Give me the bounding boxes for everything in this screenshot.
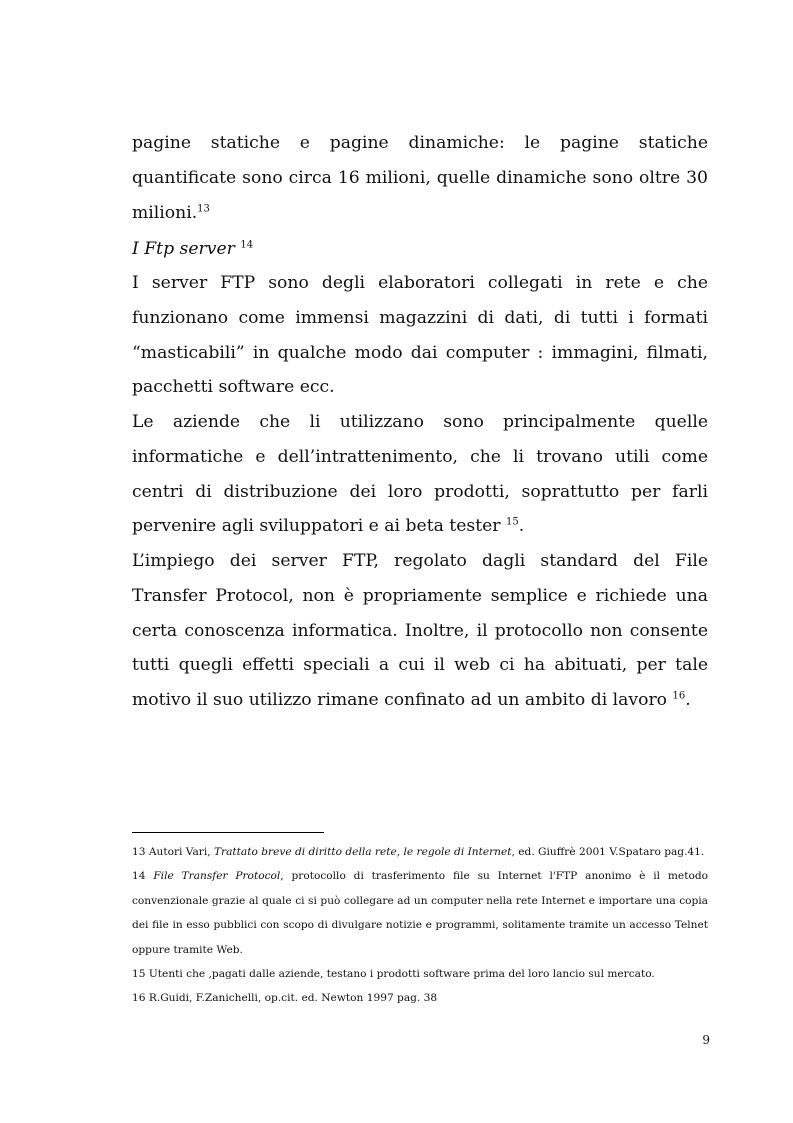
page-number: 9 [702, 1033, 710, 1047]
footnote-italic-title: Trattato breve di diritto della rete, le regole di Internet, [213, 846, 515, 858]
footnote-13 [132, 840, 708, 864]
paragraph-ftp-definition [132, 266, 708, 405]
footnote-ref-14[interactable]: 14 [240, 239, 254, 251]
footnote-italic-title: File Transfer Protocol [153, 870, 281, 883]
section-heading-ftp-server [132, 232, 253, 267]
paragraph-ftp-companies [132, 405, 708, 544]
footnote-ref-15[interactable]: 15 [505, 516, 519, 528]
footnote-text-tail: , protocollo di trasferimento file su Internet l'FTP anonimo è il metodo convenzionale grazie al quale ci si può collegare ad un computer nella rete Internet e importare una copia dei file in esso pubblici con scopo di divulgare notizie e programmi, solitamente tramite un accesso Telnet oppure tramite Web. [132, 870, 708, 956]
section-heading-text: I Ftp server [132, 239, 235, 259]
paragraph-intro-text: pagine statiche e pagine dinamiche: le pagine statiche quantificate sono circa 16 milioni, quelle dinamiche sono oltre 30 milioni. [132, 133, 708, 223]
footnote-text: R.Guidi, F.Zanichelli, op.cit. ed. Newton 1997 pag. 38 [148, 992, 438, 1005]
footnote-number: 14 [132, 870, 146, 883]
paragraph-ftp-usage-tail: . [685, 690, 691, 711]
footnote-number: 16 [132, 992, 146, 1005]
footnote-16 [132, 986, 708, 1010]
paragraph-ftp-companies-text: Le aziende che li utilizzano sono principalmente quelle informatiche e dell’intrattenimento, che li trovano utili come centri di distribuzione dei loro prodotti, soprattutto per farli pervenire agli sviluppatori e ai beta tester [132, 412, 708, 537]
paragraph-ftp-companies-tail: . [518, 516, 525, 537]
footnote-separator [132, 832, 324, 833]
footnotes-list [132, 840, 708, 1011]
footnote-text: Autori Vari, [148, 846, 214, 858]
footnote-ref-13[interactable]: 13 [197, 202, 210, 214]
footnote-14 [132, 864, 708, 962]
paragraph-ftp-usage-text: L’impiego dei server FTP, regolato dagli standard del File Transfer Protocol, non è propriamente semplice e richiede una certa conoscenza informatica. Inoltre, il protocollo non consente tutti quegli effetti speciali a cui il web ci ha abituati, per tale motivo il suo utilizzo rimane confinato ad un ambito di lavoro [132, 551, 708, 711]
footnote-15 [132, 962, 708, 986]
paragraph-intro [132, 126, 708, 230]
footnote-number: 15 [132, 968, 146, 981]
footnote-text: Utenti che ,pagati dalle aziende, testano i prodotti software prima del loro lancio sul mercato. [148, 968, 655, 981]
paragraph-ftp-definition-text: I server FTP sono degli elaboratori collegati in rete e che funzionano come immensi magazzini di dati, di tutti i formati “masticabili” in qualche modo dai computer : immagini, filmati, pacchetti software ecc. [132, 273, 708, 398]
paragraph-ftp-usage [132, 544, 708, 718]
footnote-number: 13 [132, 846, 146, 858]
footnote-text-tail: ed. Giuffrè 2001 V.Spataro pag.41. [514, 846, 705, 858]
footnote-ref-16[interactable]: 16 [672, 690, 686, 702]
